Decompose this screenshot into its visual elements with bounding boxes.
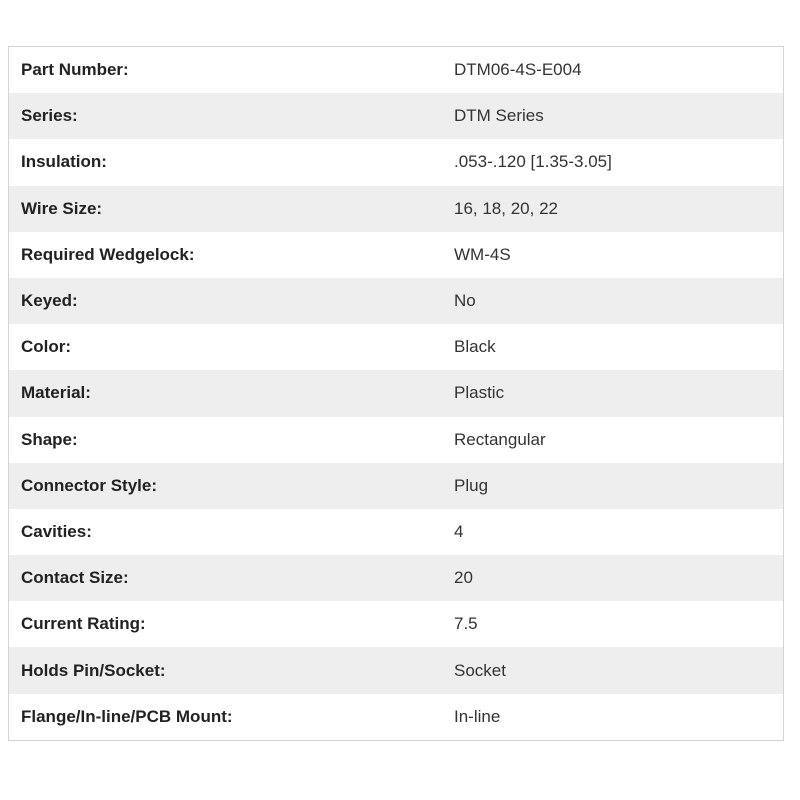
spec-value: Rectangular (454, 429, 546, 449)
spec-row-insulation (9, 139, 783, 185)
spec-value: 16, 18, 20, 22 (454, 198, 558, 218)
spec-value: DTM06-4S-E004 (454, 60, 582, 80)
spec-value: Black (454, 337, 496, 357)
spec-value: 4 (454, 521, 464, 541)
spec-row-material (9, 370, 783, 416)
spec-label: Flange/In-line/PCB Mount: (21, 706, 233, 726)
spec-value: WM-4S (454, 244, 511, 264)
spec-label: Required Wedgelock: (21, 244, 195, 264)
spec-label: Color: (21, 337, 72, 357)
spec-value: 7.5 (454, 614, 478, 634)
spec-row-connector-style (9, 463, 783, 509)
spec-value: .053-.120 [1.35-3.05] (454, 152, 612, 172)
spec-value: In-line (454, 706, 501, 726)
spec-label: Connector Style: (21, 475, 158, 495)
spec-label: Part Number: (21, 60, 129, 80)
spec-label: Contact Size: (21, 568, 129, 588)
spec-row-current-rating (9, 601, 783, 647)
spec-row-color (9, 324, 783, 370)
spec-table (8, 46, 784, 741)
spec-row-shape (9, 417, 783, 463)
spec-row-required-wedgelock (9, 232, 783, 278)
spec-label: Wire Size: (21, 198, 103, 218)
spec-row-contact-size (9, 555, 783, 601)
spec-value: Plastic (454, 383, 505, 403)
spec-label: Material: (21, 383, 91, 403)
spec-row-holds-pin-socket (9, 647, 783, 693)
spec-value: 20 (454, 568, 473, 588)
spec-row-part-number (9, 47, 783, 93)
spec-label: Current Rating: (21, 614, 146, 634)
spec-label: Insulation: (21, 152, 107, 172)
spec-value: Plug (454, 475, 489, 495)
spec-row-wire-size (9, 186, 783, 232)
spec-label: Shape: (21, 429, 78, 449)
spec-value: No (454, 291, 476, 311)
spec-value: DTM Series (454, 106, 544, 126)
spec-row-keyed (9, 278, 783, 324)
spec-row-cavities (9, 509, 783, 555)
spec-label: Keyed: (21, 291, 78, 311)
spec-value: Socket (454, 660, 506, 680)
spec-row-series (9, 93, 783, 139)
spec-label: Series: (21, 106, 78, 126)
spec-row-mount-type (9, 694, 783, 740)
spec-label: Holds Pin/Socket: (21, 660, 166, 680)
spec-label: Cavities: (21, 521, 92, 541)
